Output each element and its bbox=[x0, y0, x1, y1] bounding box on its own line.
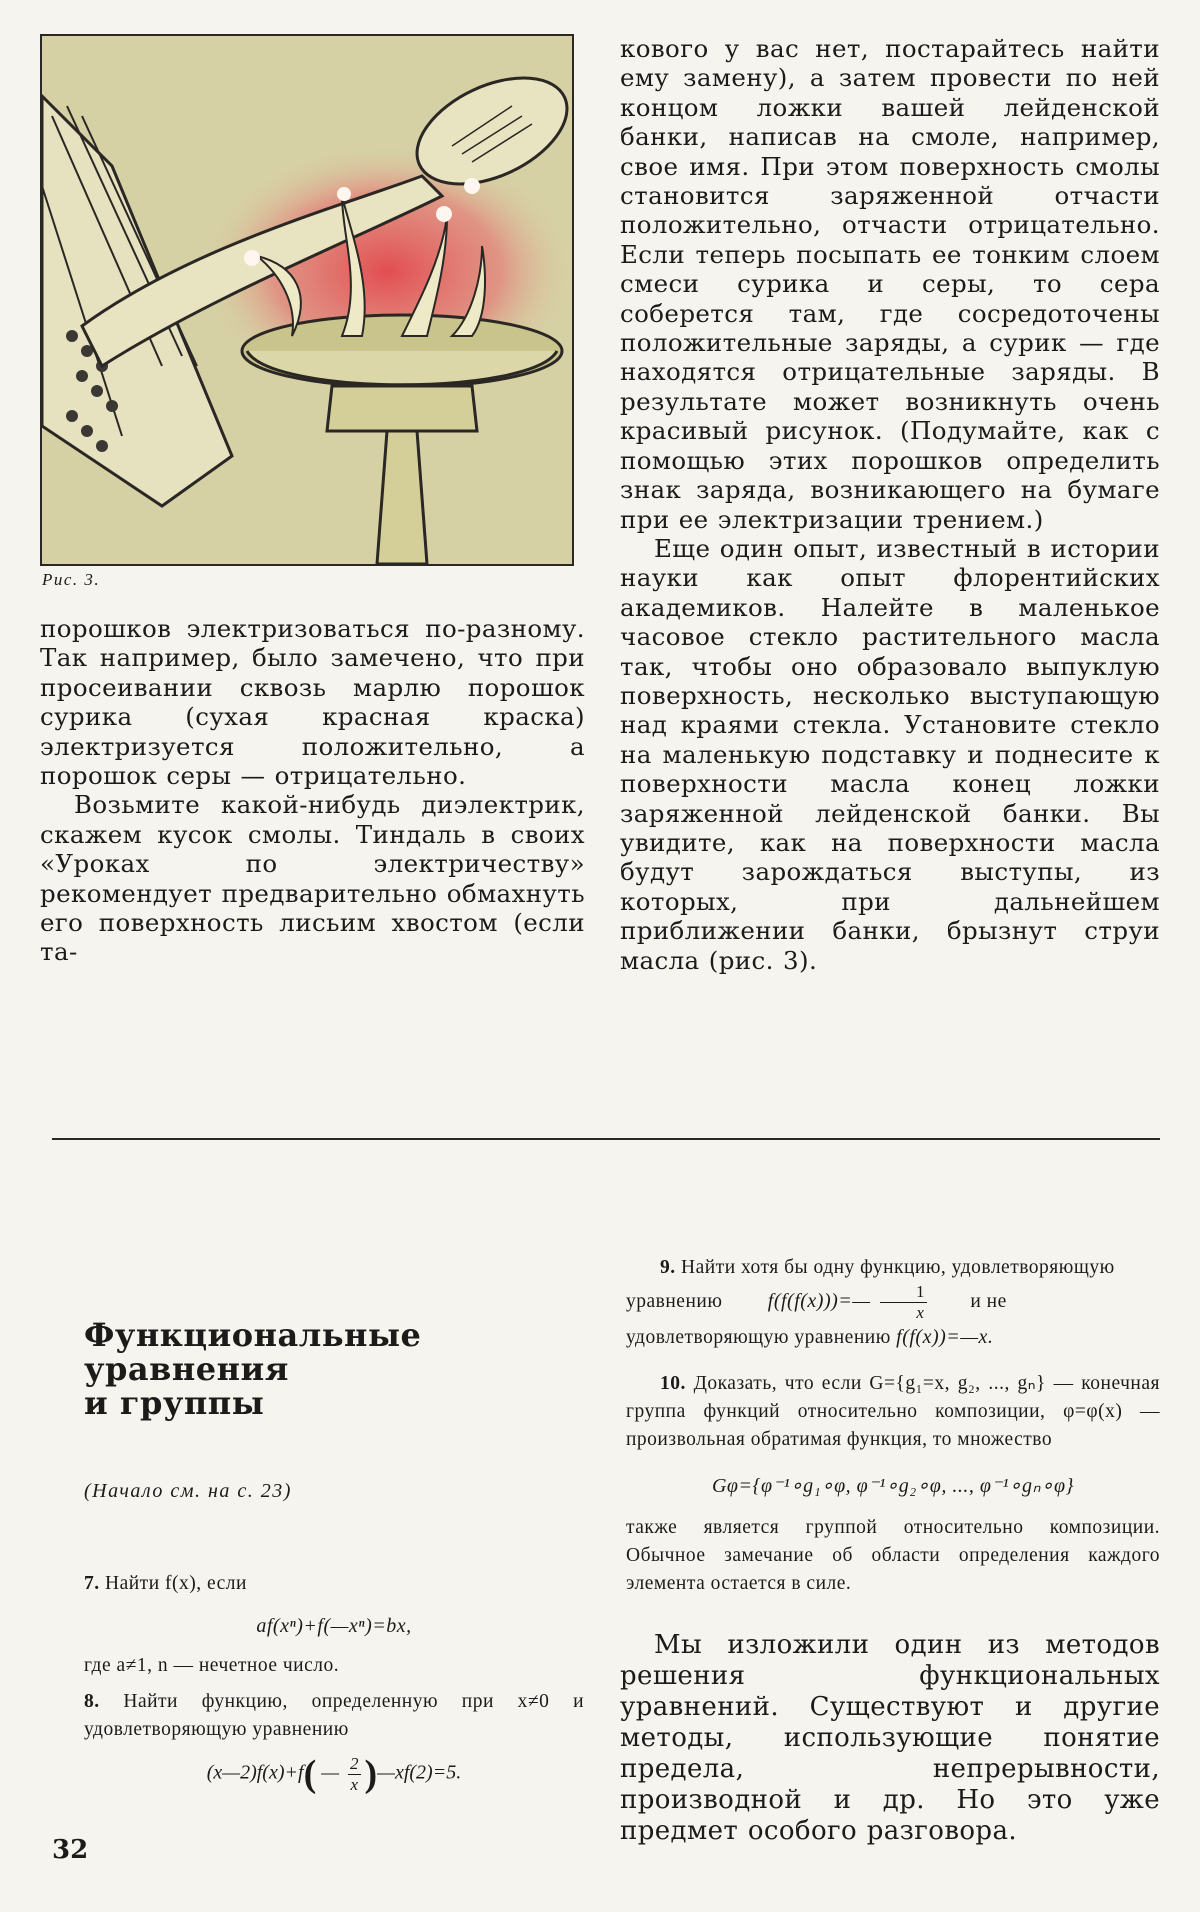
figure-illustration bbox=[40, 34, 574, 566]
problem-10-text-b: также является группой относительно композиции. Обычное замечание об области определения каждого элемента остается в силе. bbox=[626, 1517, 1160, 1594]
title-line-1: Функциональные bbox=[84, 1316, 422, 1354]
problem-9-formula-a: f(f(f(x)))=— bbox=[767, 1289, 871, 1312]
problem-8-minus: — bbox=[321, 1761, 340, 1784]
problem-8-number: 8. bbox=[84, 1691, 100, 1712]
problem-8 bbox=[84, 1688, 584, 1796]
problem-9-text-a: Найти хотя бы одну функцию, удовлетворяющую уравнению bbox=[626, 1257, 1115, 1312]
figure-caption: Рис. 3. bbox=[42, 570, 101, 589]
spoon-oil-dish-illustration bbox=[42, 36, 572, 564]
closing-paragraph-wrap bbox=[620, 1630, 1160, 1847]
problem-8-formula bbox=[84, 1752, 584, 1796]
problem-10-formula: Gφ={φ⁻¹∘g₁∘φ, φ⁻¹∘g₂∘φ, ..., φ⁻¹∘gₙ∘φ} bbox=[711, 1475, 1075, 1497]
page-number: 32 bbox=[52, 1835, 89, 1865]
problem-8-fraction bbox=[348, 1754, 361, 1795]
problem-8-formula-right: —xf(2)=5. bbox=[377, 1761, 462, 1784]
problem-8-text: Найти функцию, определенную при x≠0 и удовлетворяющую уравнению bbox=[84, 1691, 585, 1740]
problem-9-frac-num: 1 bbox=[880, 1282, 927, 1303]
problem-7-number: 7. bbox=[84, 1573, 100, 1594]
start-note: (Начало см. на с. 23) bbox=[84, 1480, 292, 1502]
right-column bbox=[620, 34, 1160, 975]
problem-10-number: 10. bbox=[660, 1373, 686, 1394]
problem-9-number: 9. bbox=[660, 1257, 676, 1278]
paren-open: ( bbox=[303, 1753, 317, 1795]
problem-7-text: Найти f(x), если bbox=[105, 1573, 247, 1594]
left-column bbox=[40, 614, 585, 967]
title-line-3: и группы bbox=[84, 1384, 265, 1422]
problem-9-fraction bbox=[880, 1282, 927, 1323]
article-title bbox=[84, 1318, 504, 1420]
section-divider bbox=[52, 1138, 1160, 1140]
problem-10-text-a: Доказать, что если G={g₁=x, g₂, ..., gₙ} — конечная группа функций относительно композиции, φ=φ(x) — произвольная обратимая функция, то множество bbox=[626, 1373, 1160, 1450]
left-paragraph-2: Возьмите какой-нибудь диэлектрик, скажем кусок смолы. Тиндаль в своих «Уроках по электричеству» рекомендует предварительно обмахнуть его поверхность лисьим хвостом (если та- bbox=[40, 790, 585, 967]
problem-9-text-c: удовлетворяющую уравнению bbox=[626, 1327, 891, 1348]
problem-7 bbox=[84, 1570, 584, 1680]
right-paragraph-1: кового у вас нет, постарайтесь найти ему замену), а затем провести по ней концом ложки вашей лейденской банки, написав на смоле, например, свое имя. При этом поверхность смолы становится заряженной отчасти положительно, отчасти отрицательно. Если теперь посыпать ее тонким слоем смеси сурика и серы, то сера соберется там, где сосредоточены положительные заряды, а сурик — где находятся отрицательные заряды. В результате может возникнуть очень красивый рисунок. (Подумайте, как с помощью этих порошков определить знак заряда, возникающего на бумаге при ее электризации трением.) bbox=[620, 34, 1160, 534]
problem-9-formula-c: f(f(x))=—x. bbox=[896, 1326, 994, 1348]
paren-close: ) bbox=[364, 1753, 378, 1795]
title-line-2: уравнения bbox=[84, 1350, 289, 1388]
right-paragraph-2: Еще один опыт, известный в истории науки как опыт флорентийских академиков. Налейте в маленькое часовое стекло растительного масла так, чтобы оно образовало выпуклую поверхность, несколько выступающую над краями стекла. Установите стекло на маленькую подставку и поднесите к поверхности масла конец ложки заряженной лейденской банки. Вы увидите, как на поверхности масла будут зарождаться выступы, из которых, при дальнейшем приближении банки, брызнут струи масла (рис. 3). bbox=[620, 533, 1160, 975]
left-paragraph-1: порошков электризоваться по-разному. Так например, было замечено, что при просеивании сквозь марлю порошок сурика (сухая красная краска) электризуется положительно, а порошок серы — отрицательно. bbox=[40, 614, 585, 791]
problem-7-formula: af(xⁿ)+f(—xⁿ)=bx, bbox=[256, 1615, 412, 1637]
problem-8-frac-num: 2 bbox=[350, 1753, 359, 1773]
problem-8-frac-den: x bbox=[350, 1774, 359, 1794]
problem-7-condition: где a≠1, n — нечетное число. bbox=[84, 1655, 340, 1676]
problem-9 bbox=[626, 1254, 1160, 1352]
problem-9-text-b: и не bbox=[970, 1290, 1007, 1312]
problem-10 bbox=[626, 1370, 1160, 1598]
problem-8-formula-left: (x—2)f(x)+f bbox=[206, 1761, 304, 1784]
closing-paragraph: Мы изложили один из методов решения функциональных уравнений. Существуют и другие методы, использующие понятие предела, непрерывности, производной и др. Но это уже предмет особого разговора. bbox=[620, 1630, 1160, 1846]
problem-9-frac-den: x bbox=[916, 1303, 925, 1322]
